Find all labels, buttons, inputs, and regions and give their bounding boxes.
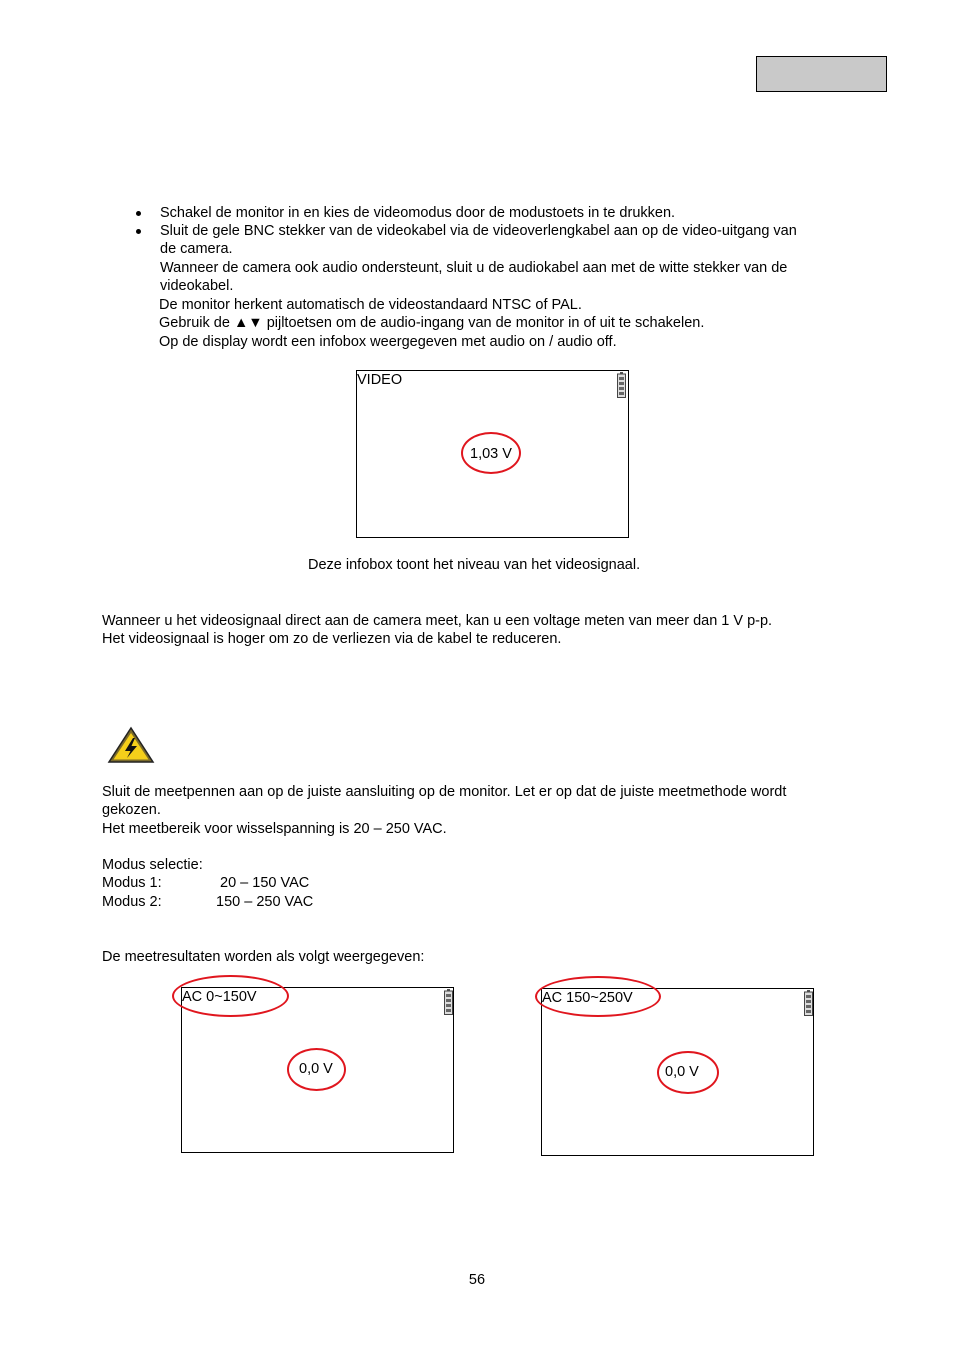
ac-paragraph-line: Sluit de meetpennen aan op de juiste aansluiting op de monitor. Let er op dat de juiste meetmethode wordt (102, 784, 787, 800)
video-infobox-screen (356, 370, 629, 538)
voltage-readout: 0,0 V (665, 1064, 699, 1080)
header-tab-box (756, 56, 887, 92)
bullet-continuation: Op de display wordt een infobox weergegeven met audio on / audio off. (159, 334, 617, 350)
bullet-item: Schakel de monitor in en kies de videomodus door de modustoets in te drukken. (160, 205, 676, 221)
highlight-ring (535, 976, 661, 1017)
bullet-item: Sluit de gele BNC stekker van de videokabel via de videoverlengkabel aan op de video-uitgang van (160, 223, 797, 239)
modes-heading: Modus selectie: (102, 857, 203, 873)
video-note-line: Wanneer u het videosignaal direct aan de camera meet, kan u een voltage meten van meer dan 1 V p-p. (102, 613, 773, 629)
battery-icon (444, 989, 453, 1015)
bullet-continuation: Gebruik de ▲▼ pijltoetsen om de audio-ingang van de monitor in of uit te schakelen. (159, 315, 705, 331)
battery-icon (617, 372, 626, 398)
mode-range: 150 – 250 VAC (216, 894, 314, 910)
video-caption: Deze infobox toont het niveau van het videosignaal. (308, 557, 641, 573)
bullet-continuation: de camera. (160, 241, 233, 257)
bullet-dot (136, 229, 141, 234)
bullet-dot (136, 211, 141, 216)
screen-mode-label: VIDEO (357, 372, 403, 388)
ac-paragraph-line: gekozen. (102, 802, 161, 818)
screen-mode-label: AC 0~150V (182, 989, 257, 1005)
mode-label: Modus 1: (102, 875, 162, 891)
bullet-continuation: Wanneer de camera ook audio ondersteunt, sluit u de audiokabel aan met de witte stekker van de (160, 260, 788, 276)
video-note-line: Het videosignaal is hoger om zo de verliezen via de kabel te reduceren. (102, 631, 562, 647)
bullet-continuation: videokabel. (160, 278, 234, 294)
high-voltage-warning-icon (107, 726, 155, 764)
ac-paragraph-line: Het meetbereik voor wisselspanning is 20 – 250 VAC. (102, 821, 447, 837)
page-number: 56 (468, 1272, 486, 1288)
bullet-continuation: De monitor herkent automatisch de videostandaard NTSC of PAL. (159, 297, 582, 313)
screen-mode-label: AC 150~250V (542, 990, 633, 1006)
mode-range: 20 – 150 VAC (220, 875, 310, 891)
battery-icon (804, 990, 813, 1016)
voltage-readout: 0,0 V (299, 1061, 333, 1077)
voltage-readout: 1,03 V (470, 446, 512, 462)
mode-label: Modus 2: (102, 894, 162, 910)
highlight-ring (172, 975, 289, 1017)
results-intro: De meetresultaten worden als volgt weergegeven: (102, 949, 425, 965)
